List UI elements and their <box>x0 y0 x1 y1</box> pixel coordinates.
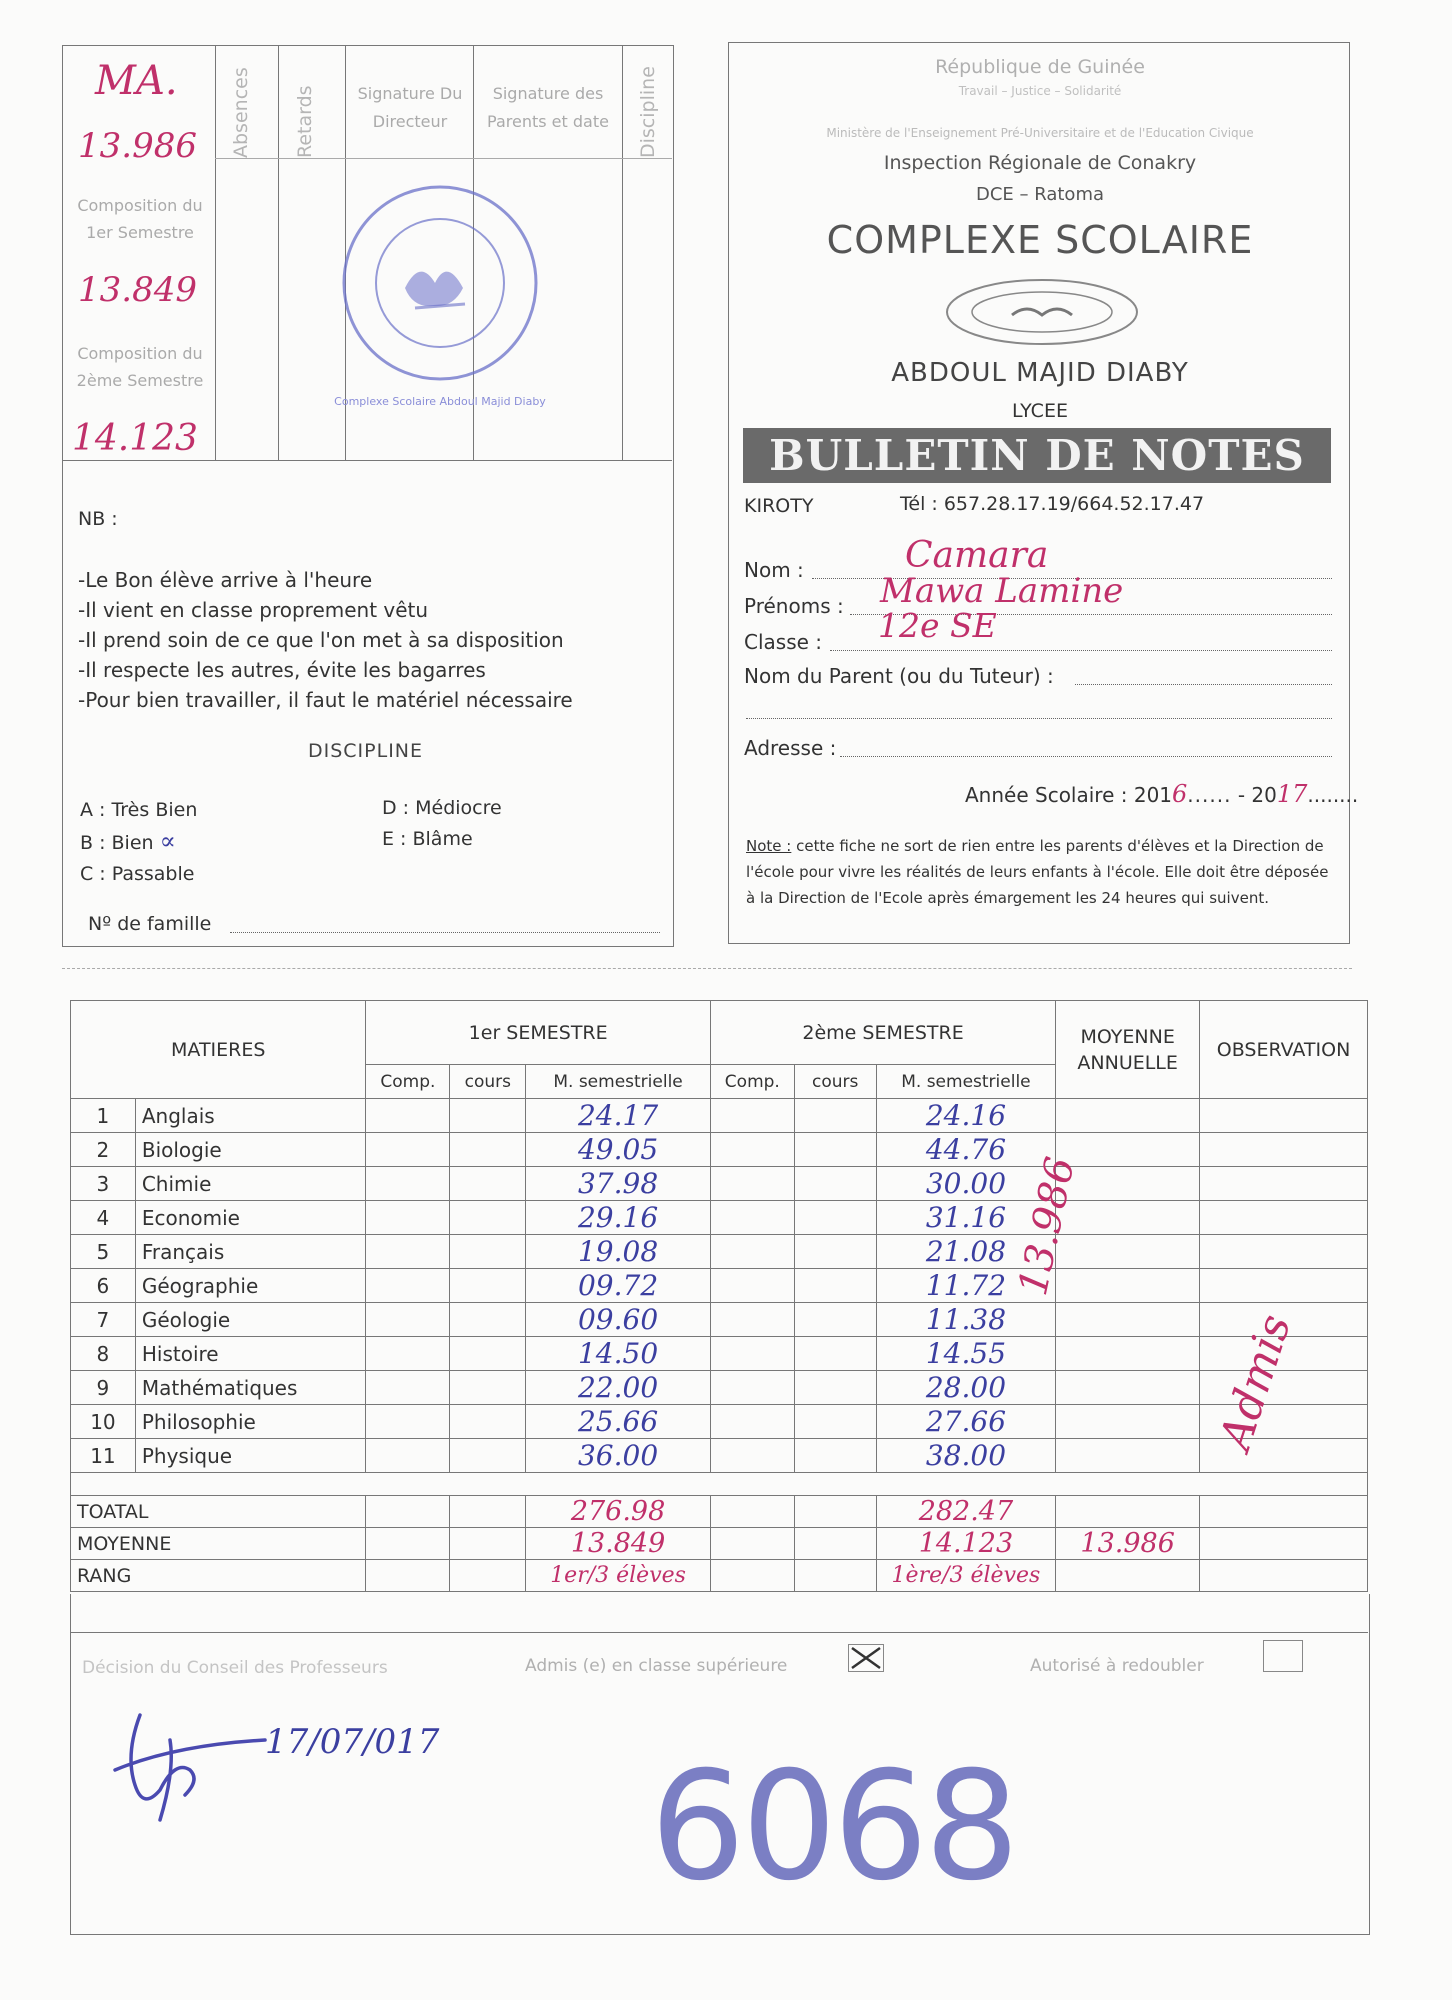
subject-name: Géographie <box>135 1269 366 1303</box>
decision-line <box>70 1632 1368 1633</box>
discipline-grades-right <box>382 793 502 855</box>
table-row <box>71 1167 1368 1201</box>
famille-line <box>230 932 660 933</box>
header-cours: cours <box>794 1065 876 1099</box>
moyenne-annuelle: 13.986 <box>1056 1528 1200 1560</box>
sem2-average: 44.76 <box>876 1133 1056 1167</box>
grade-d: D : Médiocre <box>382 797 502 819</box>
cours-cell <box>450 1371 526 1405</box>
cours-cell <box>794 1269 876 1303</box>
ministry: Ministère de l'Enseignement Pré-Universitaire et de l'Education Civique <box>826 126 1254 140</box>
famille-label: Nº de famille <box>88 913 212 935</box>
sem2-average: 31.16 <box>876 1201 1056 1235</box>
table-row <box>71 1099 1368 1133</box>
table-row <box>71 1371 1368 1405</box>
ma-value: 13.986 <box>78 126 197 166</box>
comp-cell <box>710 1405 794 1439</box>
header-observation: OBSERVATION <box>1200 1001 1368 1099</box>
row-number: 8 <box>71 1337 136 1371</box>
comp-cell <box>710 1439 794 1473</box>
rang-label: RANG <box>71 1560 366 1592</box>
col-signature-directeur: Signature Du Directeur <box>357 84 463 131</box>
table-row <box>71 1337 1368 1371</box>
subject-name: Français <box>135 1235 366 1269</box>
row-number: 2 <box>71 1133 136 1167</box>
sem1-average: 19.08 <box>526 1235 711 1269</box>
date-stamp: 17/07/017 <box>265 1722 440 1762</box>
comp-cell <box>366 1371 450 1405</box>
director-signature <box>110 1700 280 1830</box>
comp-cell <box>366 1167 450 1201</box>
parent-label: Nom du Parent (ou du Tuteur) : <box>744 664 1054 688</box>
sem1-average: 09.72 <box>526 1269 711 1303</box>
header-matieres: MATIERES <box>71 1001 366 1099</box>
table-row <box>71 1303 1368 1337</box>
annual-cell <box>1056 1439 1200 1473</box>
autorise-checkbox[interactable] <box>1263 1640 1303 1672</box>
classe-value[interactable]: 12e SE <box>878 606 997 645</box>
moyenne-s2: 14.123 <box>876 1528 1056 1560</box>
col-retards: Retards <box>294 85 316 158</box>
school-type: COMPLEXE SCOLAIRE <box>826 218 1254 262</box>
rule-item: -Il vient en classe proprement vêtu <box>78 598 429 622</box>
cours-cell <box>450 1439 526 1473</box>
comp1-value: 13.849 <box>78 270 197 310</box>
header-msem: M. semestrielle <box>876 1065 1056 1099</box>
note-block: Note : cette fiche ne sort de rien entre les parents d'élèves et la Direction de l'école pour vivre les réalités de leurs enfants à l'école. Elle doit être déposée à la Direction de l'Ecole après émargement les 24 heures qui suivent. <box>746 837 1329 907</box>
sem1-average: 36.00 <box>526 1439 711 1473</box>
comp-cell <box>366 1201 450 1235</box>
table-row <box>71 1439 1368 1473</box>
grid-line <box>278 45 279 460</box>
annual-cell <box>1056 1337 1200 1371</box>
rule-item: -Il prend soin de ce que l'on met à sa disposition <box>78 628 564 652</box>
autorise-label: Autorisé à redoubler <box>1030 1656 1204 1676</box>
comp2-label: Composition du 2ème Semestre <box>76 344 204 390</box>
annual-cell <box>1056 1201 1200 1235</box>
comp-cell <box>366 1405 450 1439</box>
subject-name: Biologie <box>135 1133 366 1167</box>
spacer-row <box>71 1473 1368 1496</box>
sem1-average: 24.17 <box>526 1099 711 1133</box>
ma-label: MA. <box>95 58 178 104</box>
comp-cell <box>710 1235 794 1269</box>
cours-cell <box>450 1405 526 1439</box>
sem2-average: 28.00 <box>876 1371 1056 1405</box>
cours-cell <box>450 1167 526 1201</box>
comp-cell <box>710 1337 794 1371</box>
row-number: 1 <box>71 1099 136 1133</box>
sem2-average: 11.38 <box>876 1303 1056 1337</box>
cours-cell <box>794 1303 876 1337</box>
subject-name: Anglais <box>135 1099 366 1133</box>
annual-cell <box>1056 1303 1200 1337</box>
observation-cell <box>1200 1167 1368 1201</box>
comp-cell <box>366 1235 450 1269</box>
comp-cell <box>366 1337 450 1371</box>
cours-cell <box>450 1303 526 1337</box>
observation-handwriting: 13.986 <box>1010 1153 1085 1300</box>
header-msem: M. semestrielle <box>526 1065 711 1099</box>
grade-c: C : Passable <box>80 863 195 885</box>
sem2-average: 30.00 <box>876 1167 1056 1201</box>
discipline-grades-left <box>80 795 197 890</box>
annual-cell <box>1056 1269 1200 1303</box>
header-sem2: 2ème SEMESTRE <box>710 1001 1055 1065</box>
comp-cell <box>366 1269 450 1303</box>
rang-s1: 1er/3 élèves <box>526 1560 711 1592</box>
table-row <box>71 1201 1368 1235</box>
comp1-label: Composition du 1er Semestre <box>77 196 203 242</box>
cours-cell <box>450 1099 526 1133</box>
subject-name: Histoire <box>135 1337 366 1371</box>
cours-cell <box>794 1235 876 1269</box>
school-name: ABDOUL MAJID DIABY <box>891 358 1189 388</box>
school-logo <box>942 275 1142 350</box>
cours-cell <box>450 1201 526 1235</box>
sem2-average: 27.66 <box>876 1405 1056 1439</box>
discipline-title: DISCIPLINE <box>308 740 424 762</box>
rang-s2: 1ère/3 élèves <box>876 1560 1056 1592</box>
annual-cell <box>1056 1099 1200 1133</box>
rules-list <box>78 565 573 715</box>
cours-cell <box>794 1099 876 1133</box>
annee-scolaire: Année Scolaire : 2016...... - 2017........ <box>965 780 1359 808</box>
grade-b: B : Bien ∝ <box>80 827 176 855</box>
subject-name: Economie <box>135 1201 366 1235</box>
annual-cell <box>1056 1405 1200 1439</box>
subject-name: Mathématiques <box>135 1371 366 1405</box>
comp-cell <box>710 1303 794 1337</box>
sem1-average: 25.66 <box>526 1405 711 1439</box>
grades-table <box>70 1000 1368 1592</box>
comp-cell <box>710 1269 794 1303</box>
col-discipline: Discipline <box>637 66 659 158</box>
sem1-average: 29.16 <box>526 1201 711 1235</box>
cours-cell <box>794 1337 876 1371</box>
prenoms-value[interactable]: Mawa Lamine <box>880 571 1124 611</box>
comp-cell <box>366 1303 450 1337</box>
nom-label: Nom : <box>744 558 804 582</box>
header-sem1: 1er SEMESTRE <box>366 1001 710 1065</box>
classe-line <box>830 650 1332 651</box>
observation-cell <box>1200 1269 1368 1303</box>
cours-cell <box>794 1201 876 1235</box>
doc-title: BULLETIN DE NOTES <box>743 428 1331 483</box>
header-comp: Comp. <box>710 1065 794 1099</box>
cours-cell <box>450 1133 526 1167</box>
admis-label: Admis (e) en classe supérieure <box>525 1656 788 1676</box>
moyenne-label: MOYENNE <box>71 1528 366 1560</box>
row-number: 6 <box>71 1269 136 1303</box>
comp-cell <box>710 1167 794 1201</box>
table-row <box>71 1235 1368 1269</box>
inspection: Inspection Régionale de Conakry <box>883 152 1197 174</box>
motto: Travail – Justice – Solidarité <box>958 84 1122 98</box>
row-number: 10 <box>71 1405 136 1439</box>
cours-cell <box>794 1133 876 1167</box>
nb-label: NB : <box>78 508 118 530</box>
prenoms-label: Prénoms : <box>744 594 844 618</box>
rule-item: -Pour bien travailler, il faut le matériel nécessaire <box>78 688 573 712</box>
level: LYCEE <box>1012 400 1068 422</box>
cours-cell <box>450 1269 526 1303</box>
cours-cell <box>794 1439 876 1473</box>
total-s1: 276.98 <box>526 1496 711 1528</box>
rule-item: -Il respecte les autres, évite les bagarres <box>78 658 486 682</box>
grade-a: A : Très Bien <box>80 799 198 821</box>
republic: République de Guinée <box>935 56 1145 78</box>
cours-cell <box>794 1371 876 1405</box>
grid-line <box>215 45 216 460</box>
sem1-average: 14.50 <box>526 1337 711 1371</box>
grade-e: E : Blâme <box>382 828 473 850</box>
table-row <box>71 1133 1368 1167</box>
sem1-average: 49.05 <box>526 1133 711 1167</box>
grid-line <box>622 45 623 460</box>
grid-header-line <box>215 158 672 159</box>
moyenne-s1: 13.849 <box>526 1528 711 1560</box>
adresse-line <box>840 756 1332 757</box>
comp-cell <box>710 1133 794 1167</box>
admis-checkbox[interactable] <box>848 1644 884 1672</box>
col-absences: Absences <box>230 67 252 158</box>
comp-cell <box>366 1099 450 1133</box>
check-mark-icon <box>849 1645 883 1671</box>
total-s2: 282.47 <box>876 1496 1056 1528</box>
phone: Tél : 657.28.17.19/664.52.17.47 <box>900 493 1205 515</box>
comp-cell <box>366 1133 450 1167</box>
school-stamp <box>335 178 545 388</box>
observation-cell <box>1200 1201 1368 1235</box>
subject-name: Physique <box>135 1439 366 1473</box>
cours-cell <box>450 1337 526 1371</box>
sem1-average: 22.00 <box>526 1371 711 1405</box>
parent-line-2 <box>746 718 1332 719</box>
sem2-average: 38.00 <box>876 1439 1056 1473</box>
grid-bottom-line <box>62 460 672 461</box>
subject-name: Géologie <box>135 1303 366 1337</box>
row-number: 4 <box>71 1201 136 1235</box>
classe-label: Classe : <box>744 630 823 654</box>
location: KIROTY <box>744 495 814 517</box>
row-number: 7 <box>71 1303 136 1337</box>
comp-cell <box>710 1371 794 1405</box>
observation-cell <box>1200 1099 1368 1133</box>
table-row <box>71 1405 1368 1439</box>
header-cours: cours <box>450 1065 526 1099</box>
subject-name: Philosophie <box>135 1405 366 1439</box>
header-comp: Comp. <box>366 1065 450 1099</box>
comp-cell <box>366 1439 450 1473</box>
sem1-average: 09.60 <box>526 1303 711 1337</box>
comp-cell <box>710 1099 794 1133</box>
sem2-average: 24.16 <box>876 1099 1056 1133</box>
sem1-average: 37.98 <box>526 1167 711 1201</box>
comp-cell <box>710 1201 794 1235</box>
header-moyenne-annuelle: MOYENNE ANNUELLE <box>1056 1001 1200 1099</box>
cours-cell <box>794 1405 876 1439</box>
subject-name: Chimie <box>135 1167 366 1201</box>
row-number: 9 <box>71 1371 136 1405</box>
cut-line <box>62 968 1352 969</box>
dce: DCE – Ratoma <box>975 184 1105 205</box>
big-number: 6068 <box>650 1740 1016 1914</box>
total-label: TOATAL <box>71 1496 366 1528</box>
row-number: 3 <box>71 1167 136 1201</box>
adresse-label: Adresse : <box>744 736 837 760</box>
parent-line <box>1075 684 1332 685</box>
sem2-average: 11.72 <box>876 1269 1056 1303</box>
annual-cell <box>1056 1371 1200 1405</box>
observation-cell <box>1200 1235 1368 1269</box>
conseil-label: Décision du Conseil des Professeurs <box>82 1658 388 1678</box>
comp2-value: 14.123 <box>72 418 198 459</box>
annual-cell <box>1056 1235 1200 1269</box>
stamp-text: Complexe Scolaire Abdoul Majid Diaby <box>334 395 546 408</box>
nom-value[interactable]: Camara <box>905 535 1049 576</box>
observation-cell <box>1200 1133 1368 1167</box>
cours-cell <box>450 1235 526 1269</box>
table-row <box>71 1269 1368 1303</box>
row-number: 11 <box>71 1439 136 1473</box>
sem2-average: 21.08 <box>876 1235 1056 1269</box>
rule-item: -Le Bon élève arrive à l'heure <box>78 568 373 592</box>
sem2-average: 14.55 <box>876 1337 1056 1371</box>
col-signature-parents: Signature des Parents et date <box>487 84 609 131</box>
row-number: 5 <box>71 1235 136 1269</box>
cours-cell <box>794 1167 876 1201</box>
signature-handwriting: Admis <box>1210 1308 1302 1456</box>
